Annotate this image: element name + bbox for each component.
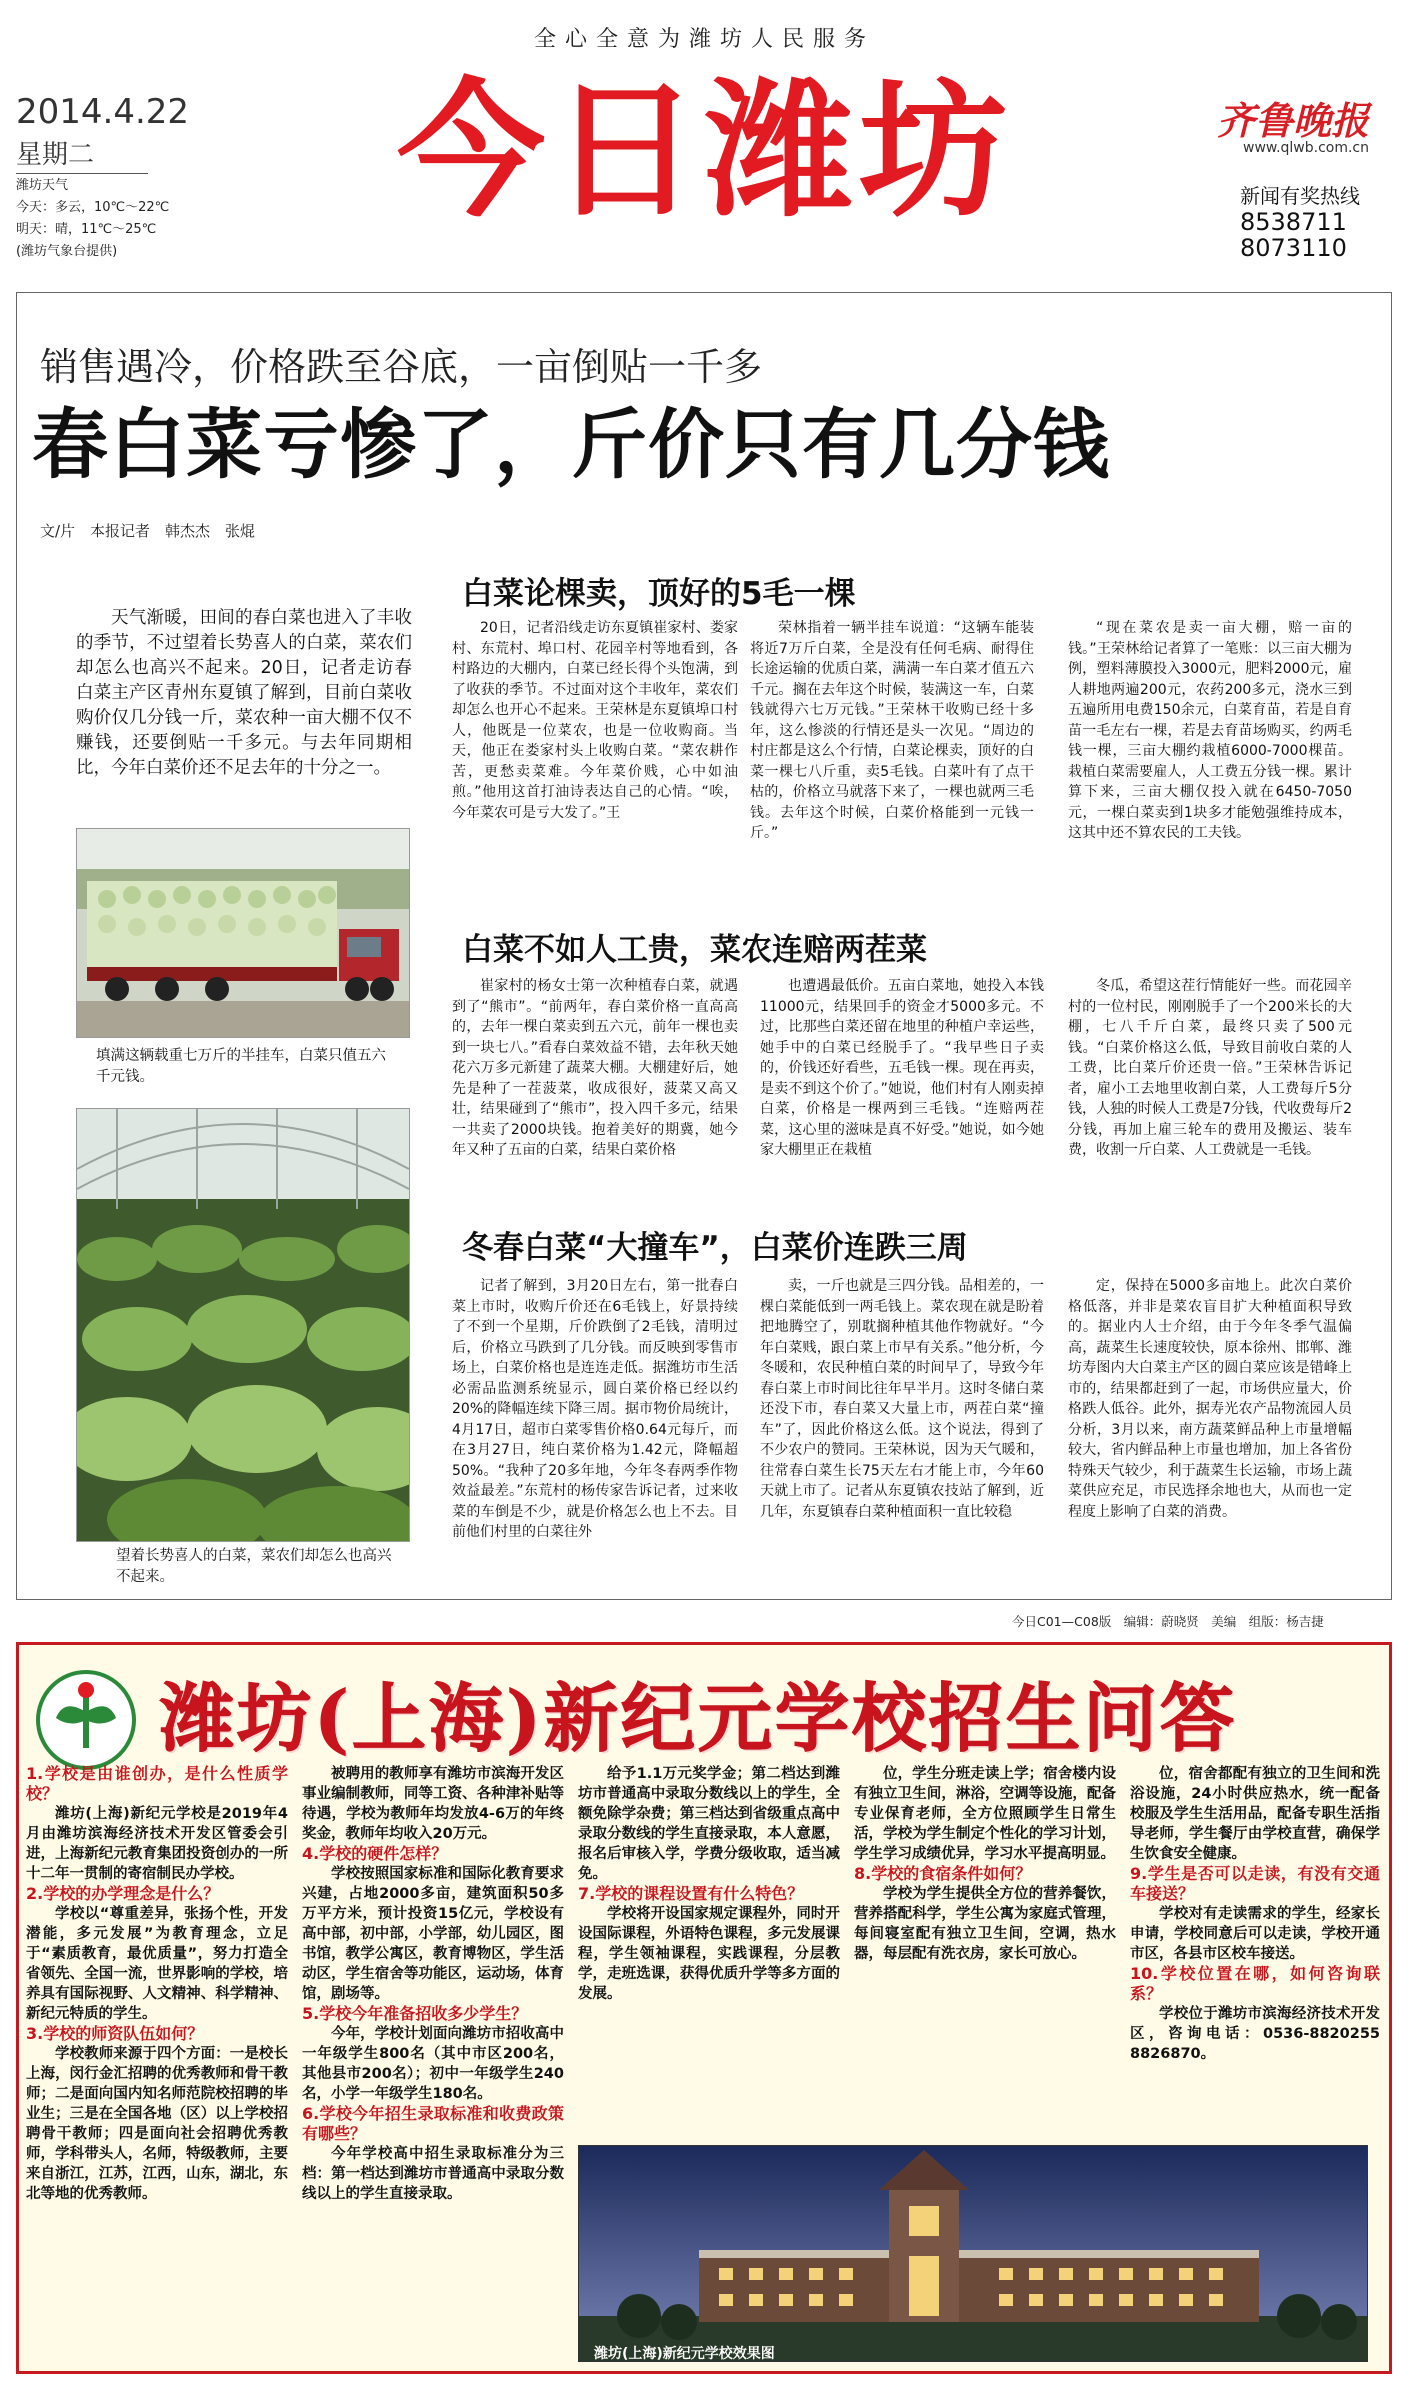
ad-q2: 2.学校的办学理念是什么？	[26, 1884, 220, 1903]
greenhouse-illustration	[77, 1109, 409, 1541]
editor-credits: 今日C01—C08版 编辑：蔚晓贤 美编 组版：杨吉捷	[1012, 1614, 1324, 1629]
ad-a4: 学校按照国家标准和国际化教育要求兴建，占地2000多亩，建筑面积50多万平方米，预计投资15亿元，学校设有高中部，初中部，小学部，幼儿园区，图书馆，教学公寓区，教育博物区，学生活动区，学生宿舍等功能区，运动场，体育馆，剧场等。	[302, 1866, 564, 2002]
weather-tomorrow: 明天：晴，11℃～25℃	[16, 222, 157, 237]
ad-a9: 学校对有走读需求的学生，经家长申请，学校同意后可以走读，学校开通市区，各县市区校车接送。	[1130, 1906, 1380, 1962]
masthead: 今日潍坊	[397, 63, 1013, 237]
photo-truck-caption: 填满这辆载重七万斤的半挂车，白菜只值五六千元钱。	[96, 1048, 386, 1085]
ad-a5: 今年，学校计划面向潍坊市招收高中一年级学生800名（其中市区200名，其他县市200名）；初中一年级学生240名，小学一年级学生180名。	[302, 2026, 564, 2102]
ad-c3-intro: 给予1.1万元奖学金；第二档达到潍坊市普通高中录取分数线以上的学生，全额免除学杂费；第三档达到省级重点高中录取分数线的学生直接录取，本人意愿，报名后审核入学，学费分级收取，适当减免。	[578, 1766, 840, 1882]
ad-q1: 1.学校是由谁创办，是什么性质学校？	[26, 1764, 288, 1803]
hotline-phone-1: 8538711	[1240, 208, 1347, 236]
ad-q3: 3.学校的师资队伍如何？	[26, 2024, 204, 2043]
ad-column-2	[302, 1764, 564, 2354]
hotline-phone-2: 8073110	[1240, 234, 1347, 262]
section2-title: 白菜不如人工贵，菜农连赔两茬菜	[462, 932, 927, 968]
ad-a6: 今年学校高中招生录取标准分为三档：第一档达到潍坊市普通高中录取分数线以上的学生直接录取。	[302, 2146, 564, 2202]
ad-a3: 学校教师来源于四个方面：一是校长上海，闵行金汇招聘的优秀教师和骨干教师；二是面向国内知名师范院校招聘的毕业生；三是在全国各地（区）以上学校招聘骨干教师；四是面向社会招聘优秀教师，学科带头人，名师，特级教师，主要来自浙江，江苏，江西，山东，湖北，东北等地的优秀教师。	[26, 2046, 288, 2202]
ad-a1: 潍坊(上海)新纪元学校是2019年4月由潍坊滨海经济技术开发区管委会引进，上海新纪元教育集团投资创办的一所十二年一贯制的寄宿制民办学校。	[26, 1806, 288, 1882]
section1-col2-text: 荣林指着一辆半挂车说道：“这辆车能装将近7万斤白菜，全是没有任何毛病、耐得住长途运输的优质白菜，满满一车白菜才值五六千元。搁在去年这个时候，装满这一车，白菜钱就得六七万元钱。”王荣林干收购已经十多年，这么惨淡的行情还是头一次见。“周边的村庄都是这么个行情，白菜论棵卖，顶好的白菜一棵七八斤重，卖5毛钱。白菜叶有了点干枯的，价格立马就落下来了，一棵也就两三毛钱。去年这个时候，白菜价格能到一元钱一斤。”	[750, 620, 1034, 841]
ad-a2: 学校以“尊重差异，张扬个性，开发潜能，多元发展”为教育理念，立足于“素质教育，最优质量”，努力打造全省领先、全国一流，世界影响的学校，培养具有国际视野、人文精神、科学精神、新纪元特质的学生。	[26, 1906, 288, 2022]
issue-date: 2014.4.22	[16, 92, 190, 132]
ad-column-1	[26, 1764, 288, 2354]
photo-greenhouse	[76, 1108, 410, 1542]
ad-q7: 7.学校的课程设置有什么特色？	[578, 1884, 804, 1903]
campus-illustration	[579, 2146, 1367, 2361]
article-headline: 春白菜亏惨了，斤价只有几分钱	[32, 400, 1110, 489]
ad-q9: 9.学生是否可以走读，有没有交通车接送？	[1130, 1864, 1380, 1903]
ad-column-3	[578, 1764, 840, 2134]
article-subhead: 销售遇冷，价格跌至谷底，一亩倒贴一千多	[40, 345, 763, 389]
weekday: 星期二	[16, 134, 148, 174]
ad-q5: 5.学校今年准备招收多少学生？	[302, 2004, 528, 2023]
section3-col2-text: 卖，一斤也就是三四分钱。品相差的，一棵白菜能低到一两毛钱上。菜农现在就是盼着把地腾空了，别耽搁种植其他作物就好。“今年白菜贱，跟白菜上市早有关系。”他分析，今冬暖和，农民种植白菜的时间早了，导致今年春白菜上市时间比往年早半月。这时冬储白菜还没下市，春白菜又大量上市，两茬白菜“撞车”了，因此价格这么低。这个说法，得到了不少农户的赞同。王荣林说，因为天气暖和，往常春白菜生长75天左右才能上市，今年60天就上市了。记者从东夏镇农技站了解到，近几年，东夏镇春白菜种植面积一直比较稳	[760, 1278, 1044, 1520]
weather-title: 潍坊天气	[16, 178, 69, 193]
ad-q6: 6.学校今年招生录取标准和收费政策有哪些？	[302, 2104, 564, 2143]
ad-a8: 学校为学生提供全方位的营养餐饮，营养搭配科学，学生公寓为家庭式管理，每间寝室配有独立卫生间，空调，热水器，每层配有洗衣房，家长可放心。	[854, 1886, 1116, 1962]
truck-illustration	[77, 829, 409, 1037]
hotline-label: 新闻有奖热线	[1240, 184, 1360, 208]
article-byline: 文/片 本报记者 韩杰杰 张焜	[40, 522, 256, 540]
ad-q8: 8.学校的食宿条件如何？	[854, 1864, 1032, 1883]
brand-logo: 齐鲁晚报	[1216, 98, 1369, 143]
section2-col3	[1068, 976, 1352, 1202]
campus-caption: 潍坊(上海)新纪元学校效果图	[594, 2346, 775, 2362]
ad-q4: 4.学校的硬件怎样？	[302, 1844, 448, 1863]
ad-c4-intro: 位，学生分班走读上学；宿舍楼内设有独立卫生间，淋浴，空调等设施，配备专业保育老师，全方位照顾学生日常生活，学校为学生制定个性化的学习计划，学生学习成绩优异，学习水平提高明显。	[854, 1766, 1116, 1862]
section1-col1	[452, 618, 738, 888]
ad-column-4	[854, 1764, 1116, 2134]
website-url[interactable]: www.qlwb.com.cn	[1243, 140, 1369, 156]
campus-rendering	[578, 2145, 1368, 2362]
section3-col3	[1068, 1276, 1352, 1588]
article-lead	[76, 606, 412, 792]
ad-q10: 10.学校位置在哪，如何咨询联系？	[1130, 1964, 1380, 2003]
ad-column-5	[1130, 1764, 1380, 2134]
section1-title: 白菜论棵卖，顶好的5毛一棵	[462, 576, 856, 612]
photo-truck	[76, 828, 410, 1038]
section2-col1-text: 崔家村的杨女士第一次种植春白菜，就遇到了“熊市”。“前两年，春白菜价格一直高高的，去年一棵白菜卖到五六元，前年一棵也卖到一块七八。”看春白菜效益不错，去年秋天她花六万多元新建了蔬菜大棚。大棚建好后，她先是种了一茬菠菜，收成很好，菠菜又高又壮，结果碰到了“熊市”，投入四千多元，结果一共卖了2000块钱。抱着美好的期冀，她今年又种了五亩的白菜，结果白菜价格	[452, 978, 738, 1158]
school-logo-icon	[34, 1668, 138, 1772]
section1-col2	[750, 618, 1034, 888]
section2-col2	[760, 976, 1044, 1202]
section3-col3-text: 定，保持在5000多亩地上。此次白菜价格低落，并非是菜农盲目扩大种植面积导致的。据业内人士介绍，由于今年冬季气温偏高，蔬菜生长速度较快，原本徐州、邯郸、潍坊寿图内大白菜主产区的圆白菜应该是错峰上市的，结果都赶到了一起，市场供应量大，价格跌人低谷。此外，据寿光农产品物流园人员分析，3月以来，南方蔬菜鲜品种上市量增幅较大，省内鲜品种上市量也增加，加上各省份特殊天气较少，利于蔬菜生长运输，市场上蔬菜供应充足，市民选择余地也大，从而也一定程度上影响了白菜的消费。	[1068, 1278, 1352, 1520]
section3-title: 冬春白菜“大撞车”，白菜价连跌三周	[462, 1230, 968, 1266]
photo-greenhouse-caption: 望着长势喜人的白菜，菜农们却怎么也高兴不起来。	[116, 1548, 392, 1585]
ad-a7: 学校将开设国家规定课程外，同时开设国际课程，外语特色课程，多元发展课程，学生领袖课程，实践课程，分层教学，走班选课，获得优质升学等多方面的发展。	[578, 1906, 840, 2002]
weather-today: 今天：多云，10℃～22℃	[16, 200, 170, 215]
section1-col1-text: 20日，记者沿线走访东夏镇崔家村、娄家村、东荒村、埠口村、花园辛村等地看到，各村路边的大棚内，白菜已经长得个头饱满，到了收获的季节。不过面对这个丰收年，菜农们却怎么也开心不起来。王荣林是东夏镇埠口村人，他既是一位菜农，也是一位收购商。当天，他正在娄家村头上收购白菜。“菜农耕作苦，更愁卖菜难。今年菜价贱，心中如油煎。”他用这首打油诗表达自己的心情。“唉，今年菜农可是亏大发了。”王	[452, 620, 738, 821]
section2-col2-text: 也遭遇最低价。五亩白菜地，她投入本钱11000元，结果回手的资金才5000多元。不过，比那些白菜还留在地里的种植户幸运些，她手中的白菜已经脱手了。“我早些日子卖的，价钱还好看些，五毛钱一棵。现在再卖，是卖不到这个价了。”她说，他们村有人刚卖掉白菜，价格是一棵两到三毛钱。“连赔两茬菜，这心里的滋味是真不好受。”她说，如今她家大棚里正在栽植	[760, 978, 1044, 1158]
section3-col1	[452, 1276, 738, 1588]
ad-a10: 学校位于潍坊市滨海经济技术开发区，咨询电话：0536-8820255 8826870。	[1130, 2006, 1380, 2062]
section2-col3-text: 冬瓜，希望这茬行情能好一些。而花园辛村的一位村民，刚刚脱手了一个200米长的大棚，七八千斤白菜，最终只卖了500元钱。“白菜价格这么低，导致目前收白菜的人工费，比白菜斤价还贵一倍。”王荣林告诉记者，雇小工去地里收割白菜，人工费每斤5分钱，人独的时候人工费是7分钱，代收费每斤2分钱，再加上雇三轮车的费用及搬运、装车费，收割一斤白菜、人工费就是一毛钱。	[1068, 978, 1352, 1158]
ad-c5-intro: 位，宿舍都配有独立的卫生间和洗浴设施，24小时供应热水，统一配备校服及学生生活用品，配备专职生活指导老师，学生餐厅由学校直营，确保学生饮食安全健康。	[1130, 1766, 1380, 1862]
section1-col3-text: “现在菜农是卖一亩大棚，赔一亩的钱。”王荣林给记者算了一笔账：以三亩大棚为例，塑料薄膜投入3000元，肥料2000元，雇人耕地两遍200元，农药200多元，浇水三到五遍所用电费150余元，白菜育苗，若是自育苗一毛左右一棵，若是去育苗场购买，约两毛钱一棵，三亩大棚约栽植6000-7000棵苗。栽植白菜需要雇人，人工费五分钱一棵。累计算下来，三亩大棚仅投入就在6450-7050元，一棵白菜卖到1块多才能勉强维持成本，这其中还不算农民的工夫钱。	[1068, 620, 1352, 841]
section3-col2	[760, 1276, 1044, 1588]
weather-source: (潍坊气象台提供)	[16, 244, 118, 259]
section1-col3	[1068, 618, 1352, 888]
section2-col1	[452, 976, 738, 1202]
lead-text: 天气渐暖，田间的春白菜也进入了丰收的季节，不过望着长势喜人的白菜，菜农们却怎么也高兴不起来。20日，记者走访春白菜主产区青州东夏镇了解到，目前白菜收购价仅几分钱一斤，菜农种一亩大棚不仅不赚钱，还要倒贴一千多元。与去年同期相比，今年白菜价还不足去年的十分之一。	[76, 608, 412, 778]
section3-col1-text: 记者了解到，3月20日左右，第一批春白菜上市时，收购斤价还在6毛钱上，好景持续了不到一个星期，斤价跌倒了2毛钱，清明过后，价格立马跌到了几分钱。而反映到零售市场上，白菜价格也是连连走低。据潍坊市生活必需品监测系统显示，圆白菜价格已经以约20%的降幅连续下降三周。据市物价局统计，4月17日，超市白菜零售价格0.64元每斤，而在3月27日，纯白菜价格为1.42元，降幅超50%。“我种了20多年地，今年冬春两季作物效益最差。”东荒村的杨传家告诉记者，过来收菜的车倒是不少，就是价格怎么也上不去。目前他们村里的白菜往外	[452, 1278, 738, 1540]
school-ad-title: 潍坊(上海)新纪元学校招生问答	[160, 1676, 1238, 1762]
ad-c2-intro: 被聘用的教师享有潍坊市滨海开发区事业编制教师，同等工资、各种津补贴等待遇，学校为教师年均发放4-6万的年终奖金，教师年均收入20万元。	[302, 1766, 564, 1842]
slogan: 全心全意为潍坊人民服务	[533, 27, 875, 52]
